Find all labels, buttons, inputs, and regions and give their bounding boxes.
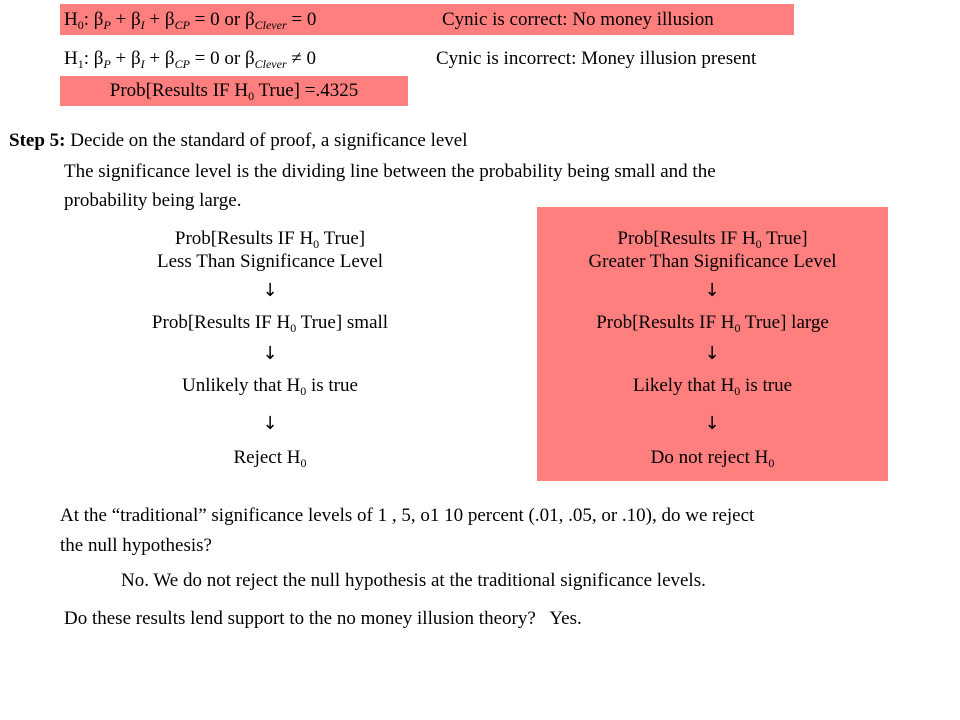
- h1-equation: $H_1$: $\beta_P + \beta_I + \beta_{CP} = 0$ or $\beta_{Clever} \ne 0$: [64, 48, 317, 71]
- right-likelihood: Likely that $H_0$ is true: [632, 375, 793, 398]
- step5-description-line1: The significance level is the dividing line between the probability being small and the: [64, 161, 716, 182]
- step5-heading: Step 5: Decide on the standard of proof, a significance level: [9, 130, 468, 151]
- support-answer: Yes.: [549, 608, 582, 629]
- support-question: Do these results lend support to the no money illusion theory? Yes.: [64, 608, 582, 629]
- right-arrow-2: ↓: [704, 343, 720, 364]
- left-arrow-2: ↓: [262, 343, 278, 364]
- h0-equation: $H_0$: $\beta_P + \beta_I + \beta_{CP} = 0$ or $\beta_{Clever} = 0$: [64, 9, 317, 32]
- step5-description-line2: probability being large.: [64, 190, 242, 211]
- prob-results-box: Prob[Results IF $H_0$ True] =.4325: [60, 76, 408, 106]
- right-condition: Prob[Results IF $H_0$ True] Greater Than Significance Level: [588, 228, 837, 272]
- left-arrow-1: ↓: [262, 280, 278, 301]
- right-decision: Do not reject $H_0$: [650, 447, 775, 470]
- question-line2: the null hypothesis?: [60, 535, 212, 556]
- right-arrow-3: ↓: [704, 413, 720, 434]
- h1-verdict: Cynic is incorrect: Money illusion present: [436, 48, 757, 69]
- left-result: Prob[Results IF $H_0$ True] small: [151, 312, 389, 335]
- right-result: Prob[Results IF $H_0$ True] large: [596, 312, 829, 335]
- left-decision: Reject $H_0$: [233, 447, 307, 470]
- left-arrow-3: ↓: [262, 413, 278, 434]
- answer-text: No. We do not reject the null hypothesis at the traditional significance levels.: [121, 570, 706, 591]
- question-line1: At the “traditional” significance levels of 1 , 5, o1 10 percent (.01, .05, or .10), do we reject: [60, 505, 755, 526]
- left-likelihood: Unlikely that $H_0$ is true: [182, 375, 358, 398]
- right-arrow-1: ↓: [704, 280, 720, 301]
- left-condition: Prob[Results IF $H_0$ True] Less Than Significance Level: [157, 228, 383, 272]
- h0-verdict: Cynic is correct: No money illusion: [442, 9, 714, 30]
